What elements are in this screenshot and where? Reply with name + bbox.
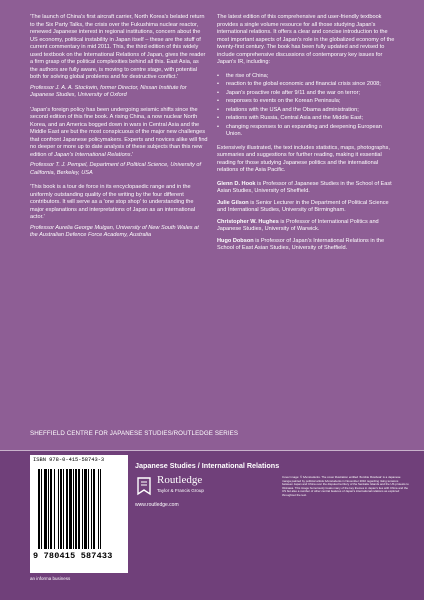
author-name: Julie Gilson: [217, 199, 249, 206]
endorsement-attribution: Professor J. A. A. Stockwin, former Director, Nissan Institute for Japanese Studies, University of Oxford: [30, 84, 187, 98]
list-item: • relations with Russia, Central Asia and the Middle East;: [217, 115, 399, 123]
informa-imprint: an informa business: [30, 576, 71, 581]
publisher-name: Routledge: [157, 474, 203, 486]
series-title: SHEFFIELD CENTRE FOR JAPANESE STUDIES/ROUTLEDGE SERIES: [30, 430, 239, 437]
endorsement-quote-end: .': [130, 151, 134, 158]
publisher-group: Taylor & Francis Group: [157, 488, 204, 493]
author-bio-text: is Professor of International Politics and Japanese Studies, University of Warwick.: [217, 218, 379, 232]
list-item: • relations with the USA and the Obama administration;: [217, 107, 399, 115]
key-issues-list: [217, 73, 399, 139]
author-bio: [217, 200, 399, 215]
list-item: • changing responses to an expanding and deepening European Union.: [217, 124, 399, 139]
author-bio-text: is Professor of Japan's International Relations in the School of East Asian Studies, University of Sheffield.: [217, 237, 385, 251]
endorsement-attribution: Professor T. J. Pempel, Department of Political Science, University of California, Berkeley, USA: [30, 162, 202, 176]
endorsement-attribution: Professor Aurelia George Mulgan, University of New South Wales at the Australian Defence Force Academy, Australia: [30, 224, 199, 238]
subject-category: Japanese Studies / International Relations: [135, 461, 280, 470]
author-name: Hugo Dobson: [217, 237, 254, 244]
list-item: • Japan's proactive role after 9/11 and the war on terror;: [217, 90, 399, 98]
list-item: • the rise of China;: [217, 73, 399, 81]
author-bio-text: is Senior Lecturer in the Department of Political Science and International Studies, University of Birmingham.: [217, 199, 389, 213]
description-column: [217, 14, 399, 257]
publisher-url[interactable]: www.routledge.com: [135, 502, 179, 508]
author-bio-text: is Professor of Japanese Studies in the School of East Asian Studies, University of Sheffield.: [217, 180, 392, 194]
endorsement-quote-text: 'Japan's foreign policy has been undergoing seismic shifts since the second edition of this fine book. A rising China, a now nuclear North Korea, and an America bogged down in wars in Central Asia and the Middle East are but the most conspicuous of the major new challenges that confront Japanese policymakers. Experts and novices alike will find no deeper or more up to date analysis of these subjects than this new edition of: [30, 106, 208, 158]
author-bio: [217, 219, 399, 234]
book-features: Extensively illustrated, the text includes statistics, maps, photographs, summaries and suggestions for further reading, making it essential reading for those studying Japanese politics and the international relations of the Asia Pacific.: [217, 144, 390, 173]
list-item: • responses to events on the Korean Peninsula;: [217, 98, 399, 106]
routledge-logo-icon: [135, 476, 153, 496]
endorsement-quote: 'The launch of China's first aircraft carrier, North Korea's belated return to the Six Party Talks, the crisis over the Fukushima nuclear reactor, renewed Japanese interest in regional institutions, concern about the US economy, political instability in Japan itself – these are the stuff of current commentary in mid 2011. This, the third edition of this widely used textbook on the International Relations of Japan, gives the reader a firm grasp of the political complexities behind all this. East Asia, as the authors are fully aware, is moving to centre stage, with potential both for solving global problems and for destructive conflict.': [30, 14, 206, 80]
author-name: Christopher W. Hughes: [217, 218, 279, 225]
endorsement-quote: 'This book is a tour de force in its encyclopaedic range and in the uniformly outstanding quality of the writing by the four different contributors. It will serve as a 'one stop shop' to understanding the major explanations and interpretations of Japan as an international actor.': [30, 184, 196, 220]
barcode-bars: [38, 469, 122, 549]
endorsement-quote: [30, 107, 208, 160]
barcode: [30, 455, 128, 573]
cover-credits: Cover image: © bAmstudents. The cover illustration entitled 'Zombie Rowboat' is a Japanese manga painted by political artists bAmstudents in November 2010 regarding rising tensions between Japan and China over the disputed territory of the Senkaku Islands and the US protests to Okinawa. This image humorously treats many of the key themes in Japan's ties with China and the US but also a number of other central features of Japan's international relations as explored throughout the text.: [282, 475, 409, 497]
author-bio: [217, 238, 399, 253]
author-name: Glenn D. Hook: [217, 180, 256, 187]
isbn-label: ISBN 978-0-415-58743-3: [33, 457, 105, 463]
list-item: • reaction to the global economic and financial crisis since 2008;: [217, 81, 399, 89]
book-description: The latest edition of this comprehensive and user-friendly textbook provides a single volume resource for all those studying Japan's international relations. It offers a clear and concise introduction to the most important aspects of Japan's role in the globalized economy of the twenty-first century. The book has been fully updated and revised to include comprehensive discussions of contemporary key issues for Japan's IR, including:: [217, 14, 395, 65]
barcode-digits: 9 780415 587433: [33, 551, 113, 561]
endorsements-column: [30, 14, 208, 247]
author-bio: [217, 181, 399, 196]
book-title-reference: Japan's International Relations: [54, 151, 131, 158]
